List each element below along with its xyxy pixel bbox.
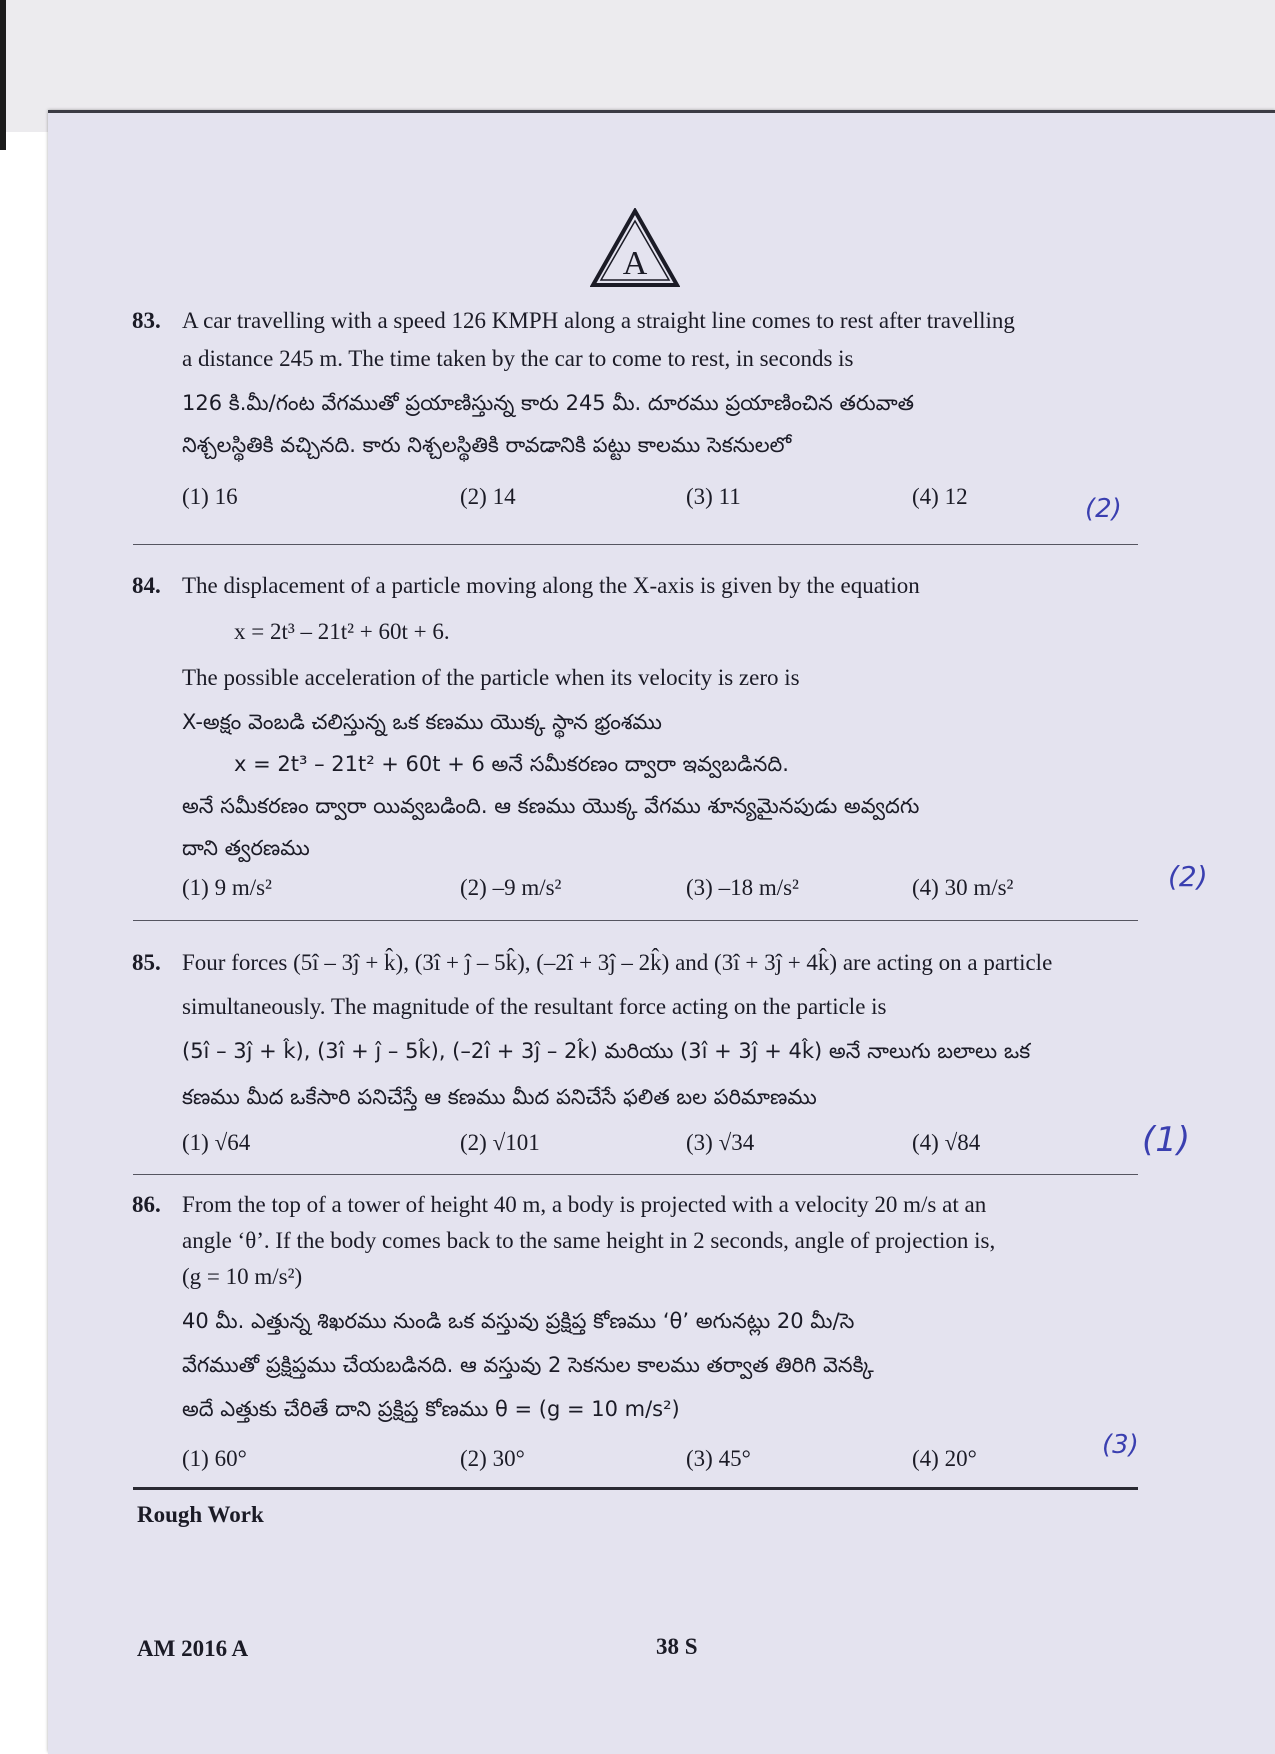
question-number: 83. (132, 308, 161, 333)
booklet-code: AM 2016 A (137, 1636, 249, 1661)
question-text-en: angle ‘θ’. If the body comes back to the same height in 2 seconds, angle of projection is, (182, 1228, 996, 1253)
divider (133, 544, 1138, 545)
option-3: (3) √34 (686, 1130, 755, 1155)
option-3: (3) 11 (686, 484, 741, 509)
option-1: (1) 60° (182, 1446, 247, 1471)
option-4: (4) 20° (912, 1446, 977, 1471)
question-text-en: Four forces (5î – 3ĵ + k̂), (3î + ĵ – 5k̂), (–2î + 3ĵ – 2k̂) and (3î + 3ĵ + 4k̂) are acting on a particle (182, 950, 1053, 975)
option-3: (3) –18 m/s² (686, 875, 799, 900)
question-text-te: 40 మీ. ఎత్తున్న శిఖరము నుండి ఒక వస్తువు ప్రక్షిప్త కోణము ‘θ’ అగునట్లు 20 మీ/సె (182, 1309, 855, 1333)
option-2: (2) 30° (460, 1446, 525, 1471)
series-badge (590, 208, 680, 288)
option-3: (3) 45° (686, 1446, 751, 1471)
divider (133, 1487, 1138, 1490)
question-text-te: కణము మీద ఒకేసారి పనిచేస్తే ఆ కణము మీద పనిచేసే ఫలిత బల పరిమాణము (182, 1085, 817, 1109)
triangle-icon (590, 208, 680, 288)
question-text-te: అదే ఎత్తుకు చేరితే దాని ప్రక్షిప్త కోణము θ = (g = 10 m/s²) (182, 1397, 680, 1421)
handwritten-answer: (2) (1168, 860, 1208, 893)
handwritten-answer: (1) (1142, 1120, 1191, 1160)
question-text-en: (g = 10 m/s²) (182, 1264, 303, 1289)
option-4: (4) √84 (912, 1130, 981, 1155)
option-1: (1) √64 (182, 1130, 251, 1155)
question-text-en: a distance 245 m. The time taken by the car to come to rest, in seconds is (182, 346, 854, 371)
question-number: 85. (132, 950, 161, 975)
question-text-en: simultaneously. The magnitude of the resultant force acting on the particle is (182, 994, 887, 1019)
handwritten-answer: (2) (1085, 494, 1122, 524)
option-4: (4) 30 m/s² (912, 875, 1014, 900)
divider (133, 1174, 1138, 1175)
question-text-te: 126 కి.మీ/గంట వేగముతో ప్రయాణిస్తున్న కారు 245 మీ. దూరము ప్రయాణించిన తరువాత (182, 391, 914, 415)
question-text-en: A car travelling with a speed 126 KMPH along a straight line comes to rest after travelling (182, 308, 1015, 333)
question-text-en: The possible acceleration of the particle when its velocity is zero is (182, 665, 800, 690)
question-text-te: X-అక్షం వెంబడి చలిస్తున్న ఒక కణము యొక్క స్థాన భ్రంశము (182, 710, 662, 734)
question-number: 84. (132, 573, 161, 598)
option-2: (2) –9 m/s² (460, 875, 562, 900)
question-text-en: From the top of a tower of height 40 m, a body is projected with a velocity 20 m/s at an (182, 1192, 987, 1217)
option-1: (1) 9 m/s² (182, 875, 272, 900)
question-text-en: The displacement of a particle moving along the X-axis is given by the equation (182, 573, 920, 598)
option-4: (4) 12 (912, 484, 968, 509)
question-text-te: దాని త్వరణము (182, 836, 310, 860)
option-2: (2) √101 (460, 1130, 540, 1155)
page-number: 38 S (656, 1634, 698, 1659)
equation: x = 2t³ – 21t² + 60t + 6. (234, 619, 450, 644)
rough-work-label: Rough Work (137, 1502, 264, 1527)
question-text-te: వేగముతో ప్రక్షిప్తము చేయబడినది. ఆ వస్తువు 2 సెకనుల కాలము తర్వాత తిరిగి వెనక్కి (182, 1353, 874, 1377)
option-2: (2) 14 (460, 484, 516, 509)
question-text-te: నిశ్చలస్థితికి వచ్చినది. కారు నిశ్చలస్థితికి రావడానికి పట్టు కాలము సెకనులలో (182, 433, 792, 457)
question-text-te: (5î – 3ĵ + k̂), (3î + ĵ – 5k̂), (–2î + 3ĵ – 2k̂) మరియు (3î + 3ĵ + 4k̂) అనే నాలుగు బలాలు ఒక (182, 1039, 1031, 1063)
series-letter: A (622, 245, 648, 282)
question-text-te: అనే సమీకరణం ద్వారా యివ్వబడింది. ఆ కణము యొక్క వేగము శూన్యమైనపుడు అవ్వదగు (182, 794, 920, 818)
handwritten-answer: (3) (1102, 1430, 1139, 1460)
divider (133, 920, 1138, 921)
option-1: (1) 16 (182, 484, 238, 509)
question-number: 86. (132, 1192, 161, 1217)
equation-te: x = 2t³ – 21t² + 60t + 6 అనే సమీకరణం ద్వారా ఇవ్వబడినది. (234, 752, 789, 776)
